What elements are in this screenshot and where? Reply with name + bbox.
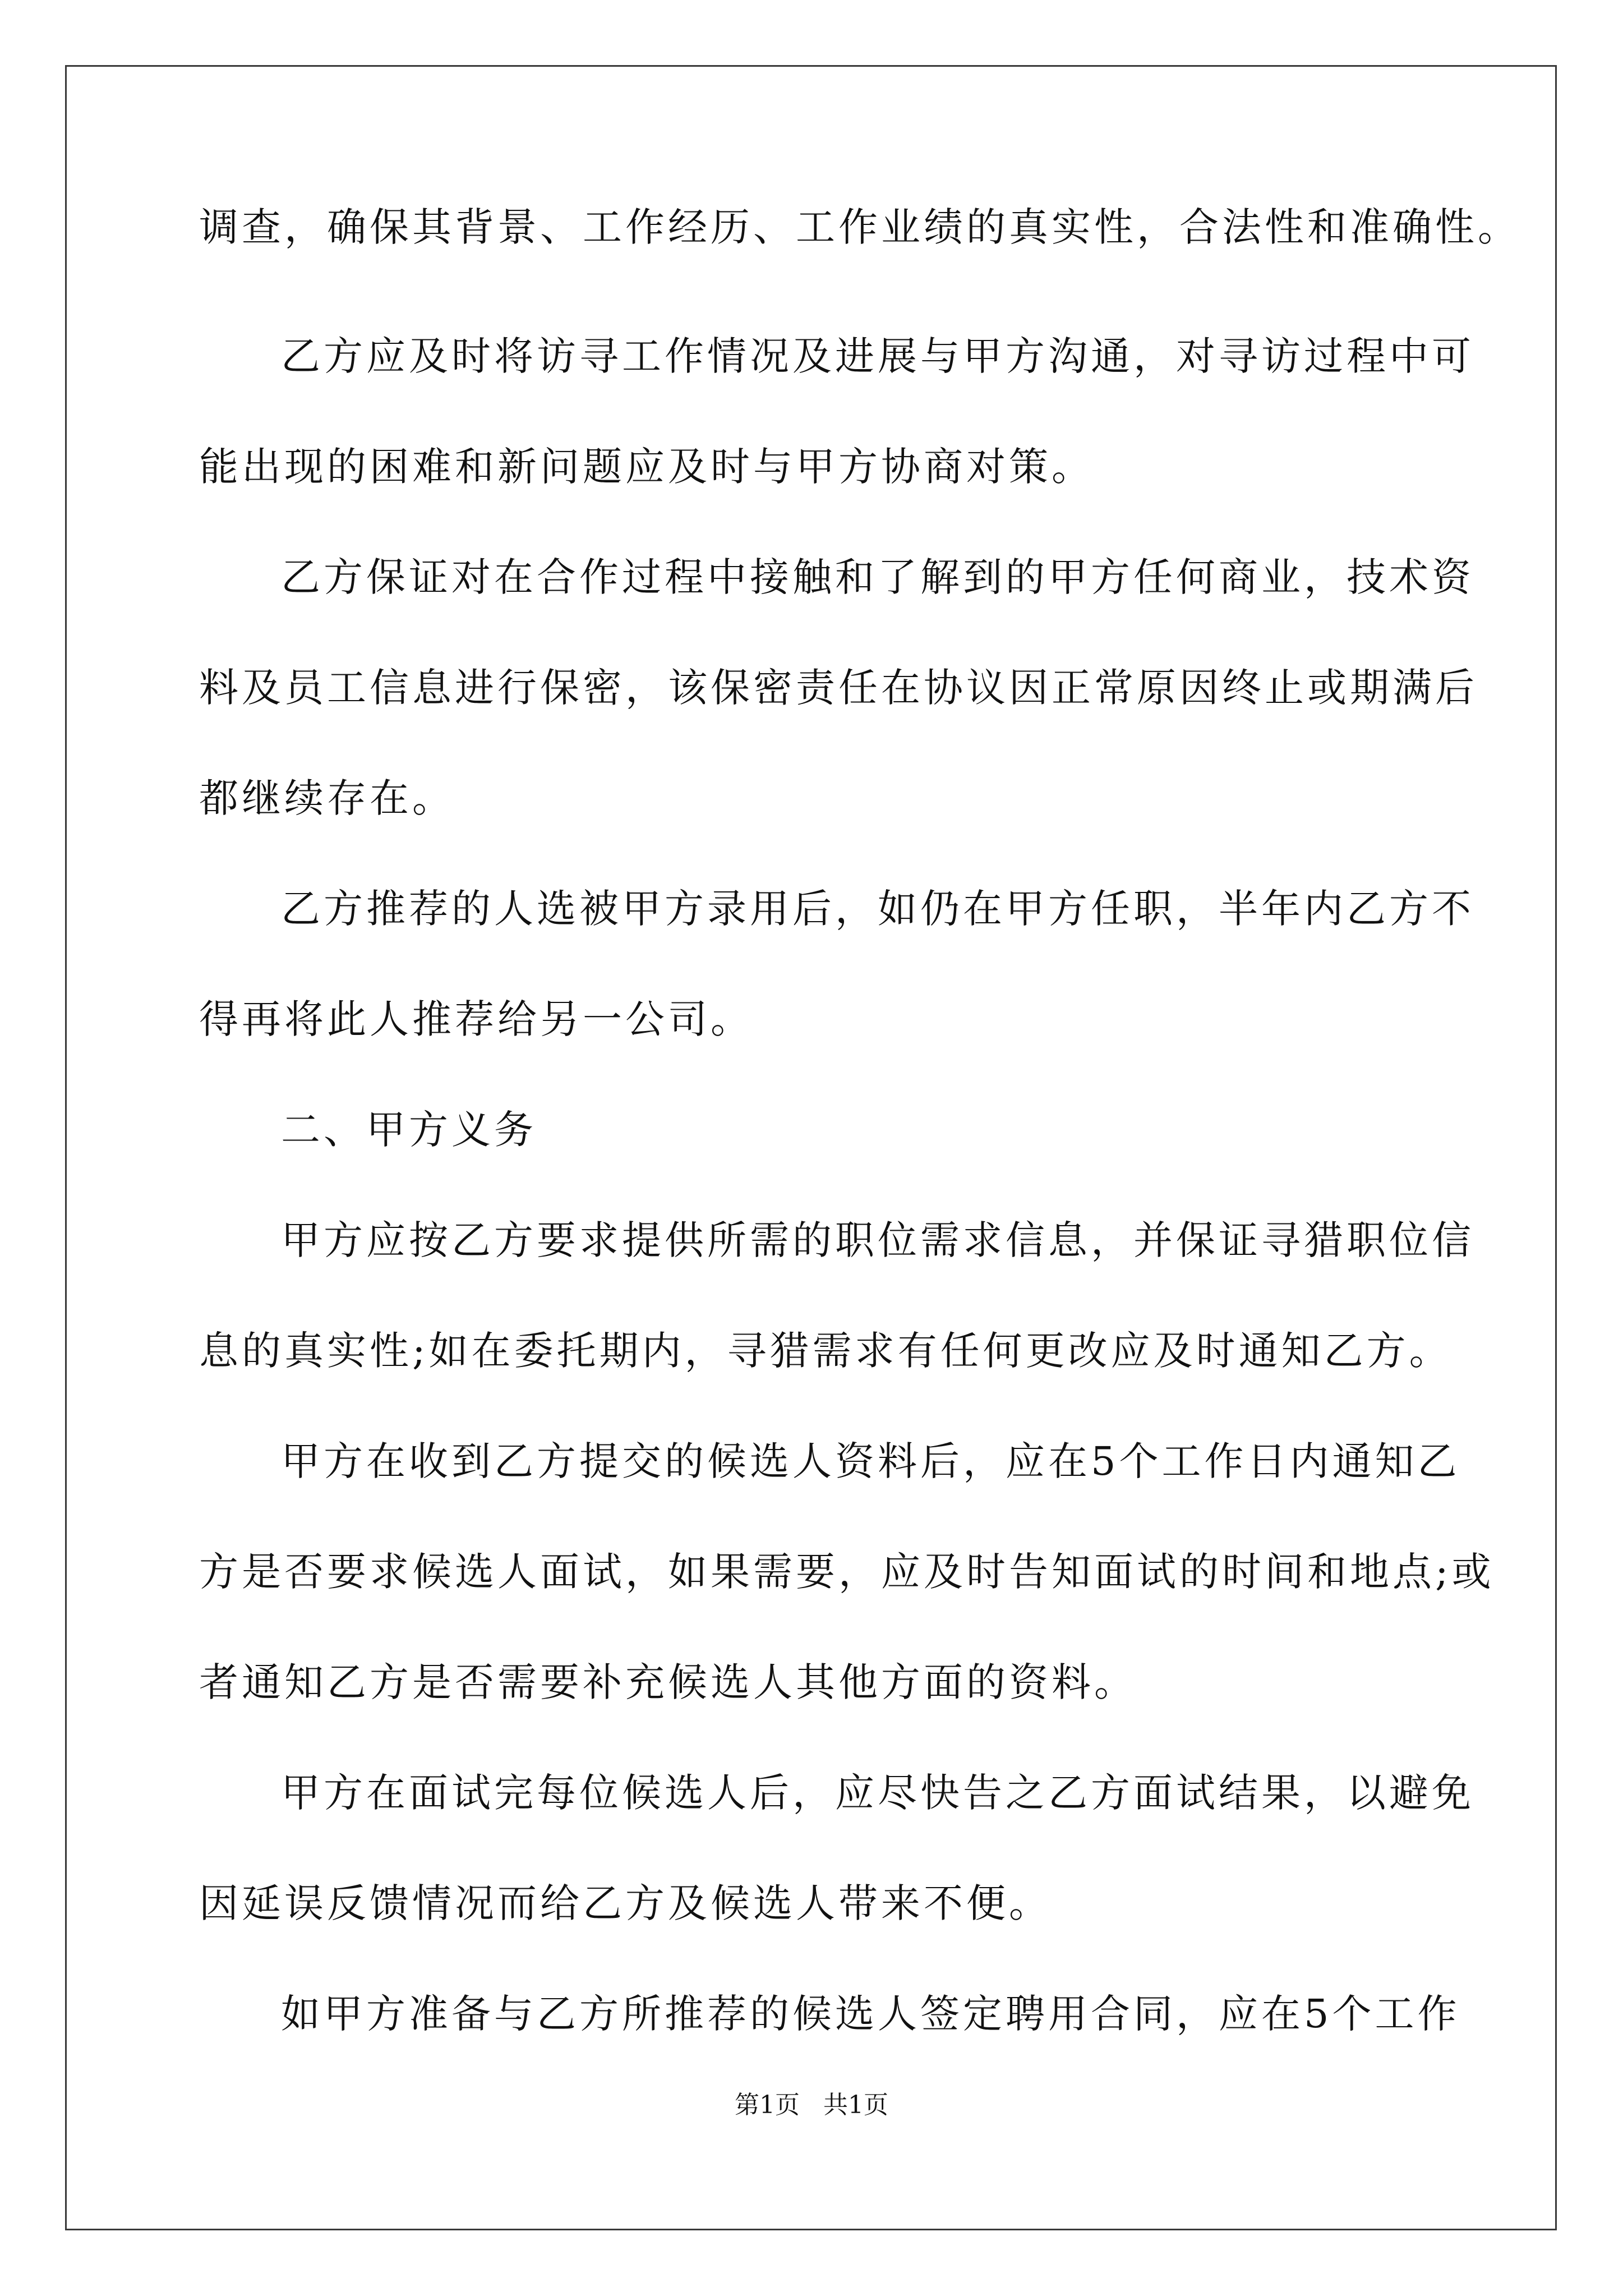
text-line: 都继续存在。	[199, 775, 455, 821]
text-line: 乙方推荐的人选被甲方录用后，如仍在甲方任职，半年内乙方不	[281, 886, 1474, 932]
text-line: 得再将此人推荐给另一公司。	[199, 996, 753, 1042]
text-line: 乙方应及时将访寻工作情况及进展与甲方沟通，对寻访过程中可	[281, 333, 1474, 379]
section-heading: 二、甲方义务	[281, 1107, 537, 1153]
text-line: 调查，确保其背景、工作经历、工作业绩的真实性，合法性和准确性。	[199, 204, 1520, 250]
text-line: 甲方应按乙方要求提供所需的职位需求信息，并保证寻猎职位信	[281, 1217, 1474, 1263]
text-line: 乙方保证对在合作过程中接触和了解到的甲方任何商业，技术资	[281, 554, 1474, 600]
page-footer: 第1页 共1页	[735, 2091, 888, 2119]
text-line: 甲方在收到乙方提交的候选人资料后，应在5个工作日内通知乙	[281, 1438, 1460, 1484]
text-line: 方是否要求候选人面试，如果需要，应及时告知面试的时间和地点;或	[199, 1549, 1495, 1595]
text-line: 因延误反馈情况而给乙方及候选人带来不便。	[199, 1880, 1052, 1926]
text-line: 息的真实性;如在委托期内，寻猎需求有任何更改应及时通知乙方。	[199, 1328, 1452, 1374]
text-line: 者通知乙方是否需要补充候选人其他方面的资料。	[199, 1659, 1137, 1705]
text-line: 甲方在面试完每位候选人后，应尽快告之乙方面试结果，以避免	[281, 1770, 1474, 1816]
text-line: 料及员工信息进行保密，该保密责任在协议因正常原因终止或期满后	[199, 665, 1478, 711]
text-line: 能出现的困难和新问题应及时与甲方协商对策。	[199, 444, 1094, 490]
text-line: 如甲方准备与乙方所推荐的候选人签定聘用合同，应在5个工作	[281, 1991, 1460, 2037]
